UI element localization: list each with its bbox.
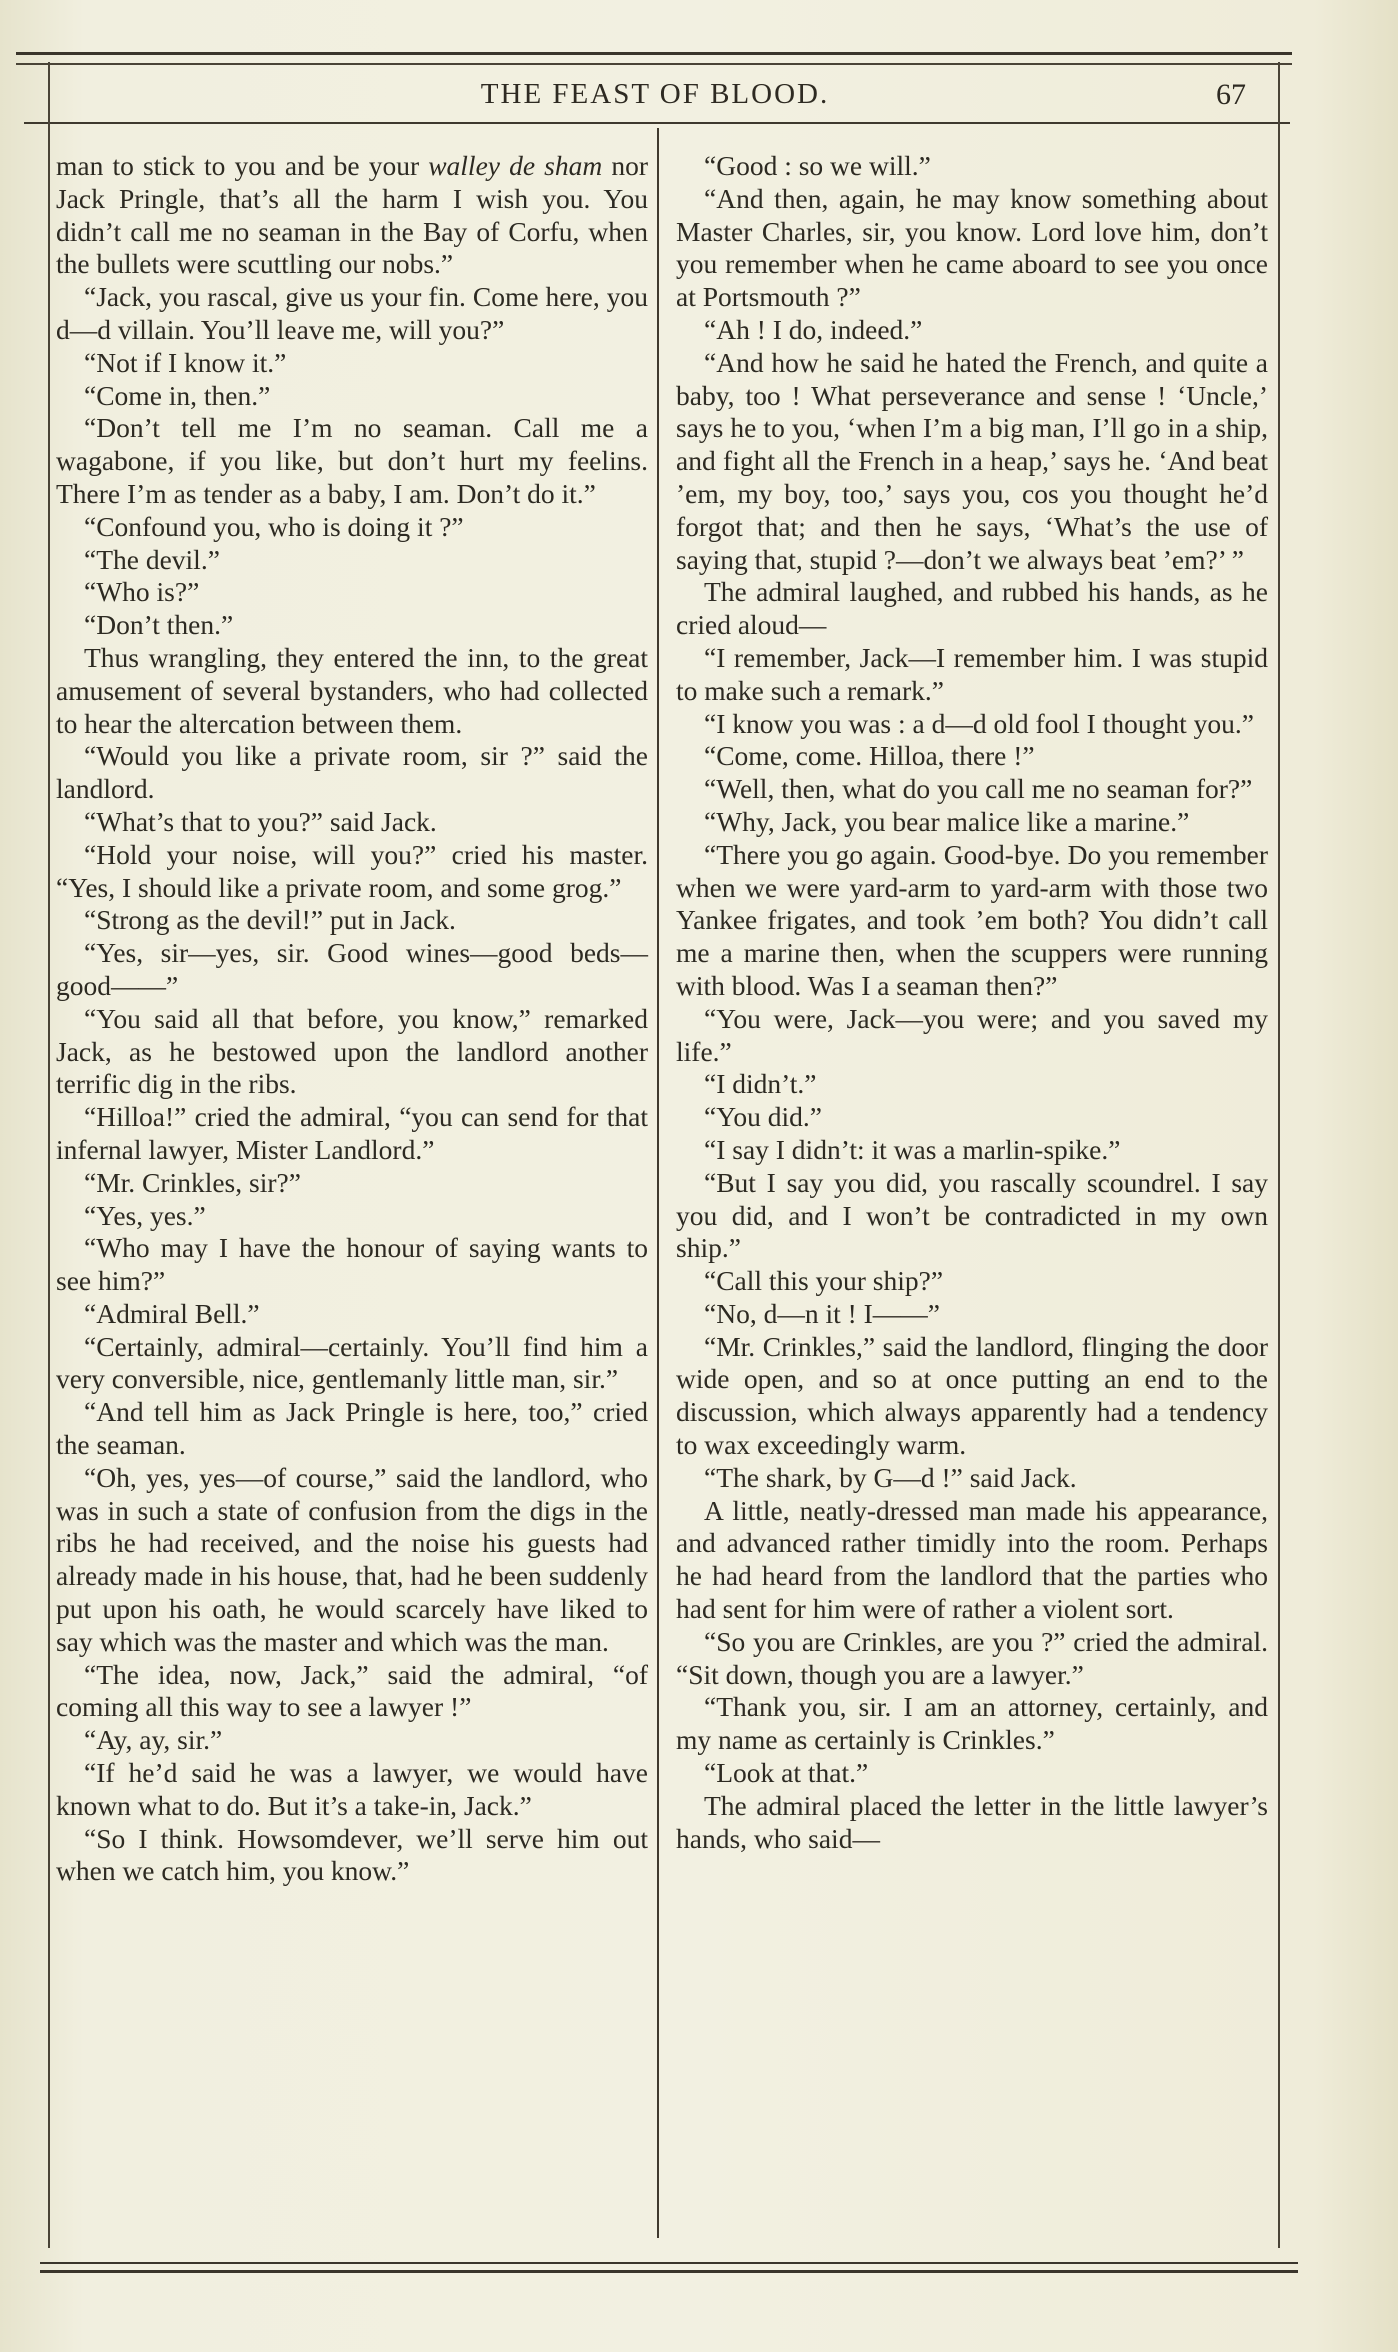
paragraph: “Good : so we will.”: [704, 150, 931, 181]
paragraph: “Mr. Crinkles, sir?”: [84, 1166, 301, 1198]
paragraph: “Ah ! I do, indeed.”: [704, 313, 923, 345]
paragraph: “Who may I have the honour of saying wants to see him?”: [56, 1232, 648, 1297]
paragraph: “If he’d said he was a lawyer, we would have known what to do. But it’s a take-in, Jack.”: [56, 1757, 648, 1821]
paragraph: “Call this your ship?”: [704, 1265, 944, 1297]
bottom-border-rule: [40, 2262, 1298, 2273]
paragraph: “The shark, by G—d !” said Jack.: [704, 1461, 1077, 1493]
paragraph: “Yes, yes.”: [84, 1199, 206, 1231]
paragraph: “Ay, ay, sir.”: [84, 1724, 223, 1756]
paragraph: “Strong as the devil!” put in Jack.: [84, 904, 456, 936]
paragraph: “You were, Jack—you were; and you saved my life.”: [676, 1002, 1268, 1067]
paragraph: “Why, Jack, you bear malice like a marine.”: [704, 805, 1190, 837]
paragraph: “Oh, yes, yes—of course,” said the landlord, who was in such a state of confusion from the digs in the ribs he had received, and the noise his guests had already made in his house, that, had he been suddenly put upon his oath, he would scarcely have liked to say which was the master and which was the man.: [56, 1461, 648, 1657]
paragraph: “Who is?”: [84, 576, 200, 608]
paragraph: “Admiral Bell.”: [84, 1297, 260, 1329]
column-divider: [657, 128, 659, 2238]
paragraph: “Don’t tell me I’m no seaman. Call me a wagabone, if you like, but don’t hurt my feelins. There I’m as tender as a baby, I am. Don’t do it.”: [56, 412, 648, 509]
paragraph: “There you go again. Good-bye. Do you remember when we were yard-arm to yard-arm with those two Yankee frigates, and took ’em both? You didn’t call me a marine then, when the scuppers were running with blood. Was I a seaman then?”: [676, 838, 1268, 1001]
paragraph: “And then, again, he may know something about Master Charles, sir, you know. Lord love him, don’t you remember when he came aboard to see you once at Portsmouth ?”: [676, 182, 1268, 313]
paragraph: “Not if I know it.”: [84, 346, 287, 378]
paragraph: “Yes, sir—yes, sir. Good wines—good beds—good——”: [56, 937, 648, 1001]
paragraph: “I know you was : a d—d old fool I thought you.”: [704, 707, 1254, 739]
paragraph: “You did.”: [704, 1101, 822, 1133]
paragraph: “Look at that.”: [704, 1757, 869, 1789]
paragraph: “What’s that to you?” said Jack.: [84, 805, 437, 837]
paragraph: “Well, then, what do you call me no seaman for?”: [704, 773, 1253, 805]
paragraph: “I say I didn’t: it was a marlin-spike.”: [704, 1133, 1121, 1165]
paragraph: “Confound you, who is doing it ?”: [84, 510, 464, 542]
paragraph: “But I say you did, you rascally scoundrel. I say you did, and I won’t be contradicted in my own ship.”: [676, 1166, 1268, 1264]
paragraph: “Don’t then.”: [84, 609, 234, 641]
header-rule: [24, 122, 1290, 124]
paragraph: “And how he said he hated the French, and quite a baby, too ! What perseverance and sense ! ‘Uncle,’ says he to you, ‘when I’m a big man, I’ll go in a ship, and fight all the French in a heap,’ says he. ‘And beat ’em, my boy, too,’ says you, cos you thought he’d forgot that; and then he says, ‘What’s the use of saying that, stupid ?—don’t we always beat ’em?’ ”: [676, 346, 1268, 575]
top-border-rule: [16, 52, 1292, 65]
paragraph: “And tell him as Jack Pringle is here, too,” cried the seaman.: [56, 1396, 648, 1461]
paragraph: [56, 150, 648, 281]
paragraph: “Come in, then.”: [84, 379, 271, 411]
paragraph: “So I think. Howsomdever, we’ll serve him out when we catch him, you know.”: [56, 1822, 648, 1887]
paragraph: “Mr. Crinkles,” said the landlord, flinging the door wide open, and so at once putting an end to the discussion, which always apparently had a tendency to wax exceedingly warm.: [676, 1330, 1268, 1461]
paragraph: “Certainly, admiral—certainly. You’ll find him a very conversible, nice, gentlemanly little man, sir.”: [56, 1330, 648, 1395]
paragraph: “You said all that before, you know,” remarked Jack, as he bestowed upon the landlord another terrific dig in the ribs.: [56, 1002, 648, 1100]
right-border-rule: [1278, 62, 1280, 2248]
running-title: THE FEAST OF BLOOD.: [480, 78, 830, 110]
italic-phrase: walley de sham: [428, 150, 603, 181]
paragraph: “No, d—n it ! I——”: [704, 1297, 940, 1329]
paragraph: “Come, come. Hilloa, there !”: [704, 740, 1035, 772]
left-column: [56, 150, 648, 1888]
paragraph-text: man to stick to you and be your: [56, 150, 429, 181]
paragraph: “I remember, Jack—I remember him. I was stupid to make such a remark.”: [676, 641, 1268, 706]
paragraph: “Thank you, sir. I am an attorney, certainly, and my name as certainly is Crinkles.”: [676, 1691, 1268, 1756]
right-column: [676, 150, 1268, 1855]
paragraph: “Hilloa!” cried the admiral, “you can send for that infernal lawyer, Mister Landlord.”: [56, 1101, 648, 1165]
paragraph: “Hold your noise, will you?” cried his master. “Yes, I should like a private room, and some grog.”: [56, 838, 648, 903]
paragraph: “Jack, you rascal, give us your fin. Come here, you d—d villain. You’ll leave me, will you?”: [56, 281, 648, 345]
paragraph-text: nor Jack Pringle, that’s all the harm I wish you. You didn’t call me no seaman in the Bay of Corfu, when the bullets were scuttling our nobs.”: [56, 150, 648, 280]
paragraph: A little, neatly-dressed man made his appearance, and advanced rather timidly into the room. Perhaps he had heard from the landlord that the parties who had sent for him were of rather a violent sort.: [676, 1494, 1268, 1625]
paragraph: Thus wrangling, they entered the inn, to the great amusement of several bystanders, who had collected to hear the altercation between them.: [56, 641, 648, 739]
paragraph: “The devil.”: [84, 543, 220, 575]
paragraph: “The idea, now, Jack,” said the admiral, “of coming all this way to see a lawyer !”: [56, 1658, 648, 1723]
paragraph: The admiral placed the letter in the little lawyer’s hands, who said—: [676, 1789, 1268, 1854]
paragraph: “So you are Crinkles, are you ?” cried the admiral. “Sit down, though you are a lawyer.”: [676, 1625, 1268, 1690]
paragraph: “Would you like a private room, sir ?” said the landlord.: [56, 740, 648, 805]
paragraph: The admiral laughed, and rubbed his hands, as he cried aloud—: [676, 576, 1268, 641]
page-number: 67: [1216, 78, 1246, 111]
page-header: [24, 72, 1286, 128]
left-border-rule: [48, 62, 50, 2248]
paragraph: “I didn’t.”: [704, 1068, 817, 1100]
